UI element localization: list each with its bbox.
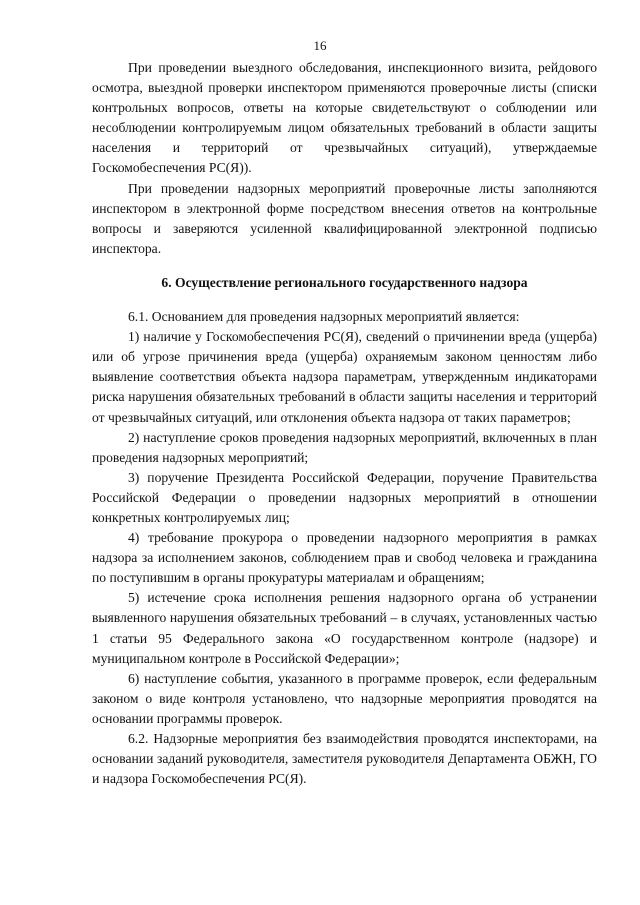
- list-item-4: 4) требование прокурора о проведении надзорного мероприятия в рамках надзора за исполнением законов, соблюдением прав и свобод человека и гражданина по поступившим в органы прокуратуры материалам и обращениям;: [92, 530, 597, 586]
- list-item-2: 2) наступление сроков проведения надзорных мероприятий, включенных в план проведения надзорных мероприятий;: [92, 429, 597, 465]
- page-number: 16: [313, 38, 327, 53]
- document-body: [92, 58, 597, 789]
- paragraph-6-2: 6.2. Надзорные мероприятия без взаимодействия проводятся инспекторами, на основании заданий руководителя, заместителя руководителя Департамента ОБЖН, ГО и надзора Госкомобеспечения РС(Я).: [92, 731, 597, 787]
- paragraph-checklists-electronic: При проведении надзорных мероприятий проверочные листы заполняются инспектором в электронной форме посредством внесения ответов на контрольные вопросы и заверяются усиленной квалифицированной электронной подписью инспектора.: [92, 180, 597, 256]
- paragraph-6-1: 6.1. Основанием для проведения надзорных мероприятий является:: [128, 309, 520, 325]
- paragraph-checklists: При проведении выездного обследования, инспекционного визита, рейдового осмотра, выездной проверки инспектором применяются проверочные листы (списки контрольных вопросов, ответы на которые свидетельствуют о соблюдении или несоблюдении контролируемым лицом обязательных требований в области защиты населения и территорий от чрезвычайных ситуаций), утверждаемые Госкомобеспечения РС(Я)).: [92, 60, 597, 176]
- list-item-3: 3) поручение Президента Российской Федерации, поручение Правительства Российской Федерации о проведении надзорных мероприятий в отношении конкретных контролируемых лиц;: [92, 469, 597, 525]
- list-item-6: 6) наступление события, указанного в программе проверок, если федеральным законом о виде контроля установлено, что надзорные мероприятия проводятся на основании программы проверок.: [92, 670, 597, 726]
- list-item-5: 5) истечение срока исполнения решения надзорного органа об устранении выявленного нарушения обязательных требований – в случаях, установленных частью 1 статьи 95 Федерального закона «О государственном контроле (надзоре) и муниципальном контроле в Российской Федерации»;: [92, 590, 597, 666]
- list-item-1: 1) наличие у Госкомобеспечения РС(Я), сведений о причинении вреда (ущерба) или об угрозе причинения вреда (ущерба) охраняемым законом ценностям либо выявление соответствия объекта надзора параметрам, утвержденным индикаторами риска нарушения обязательных требований в области защиты населения и территорий от чрезвычайных ситуаций, или отклонения объекта надзора от таких параметров;: [92, 329, 597, 425]
- section-heading: 6. Осуществление регионального государственного надзора: [161, 274, 528, 290]
